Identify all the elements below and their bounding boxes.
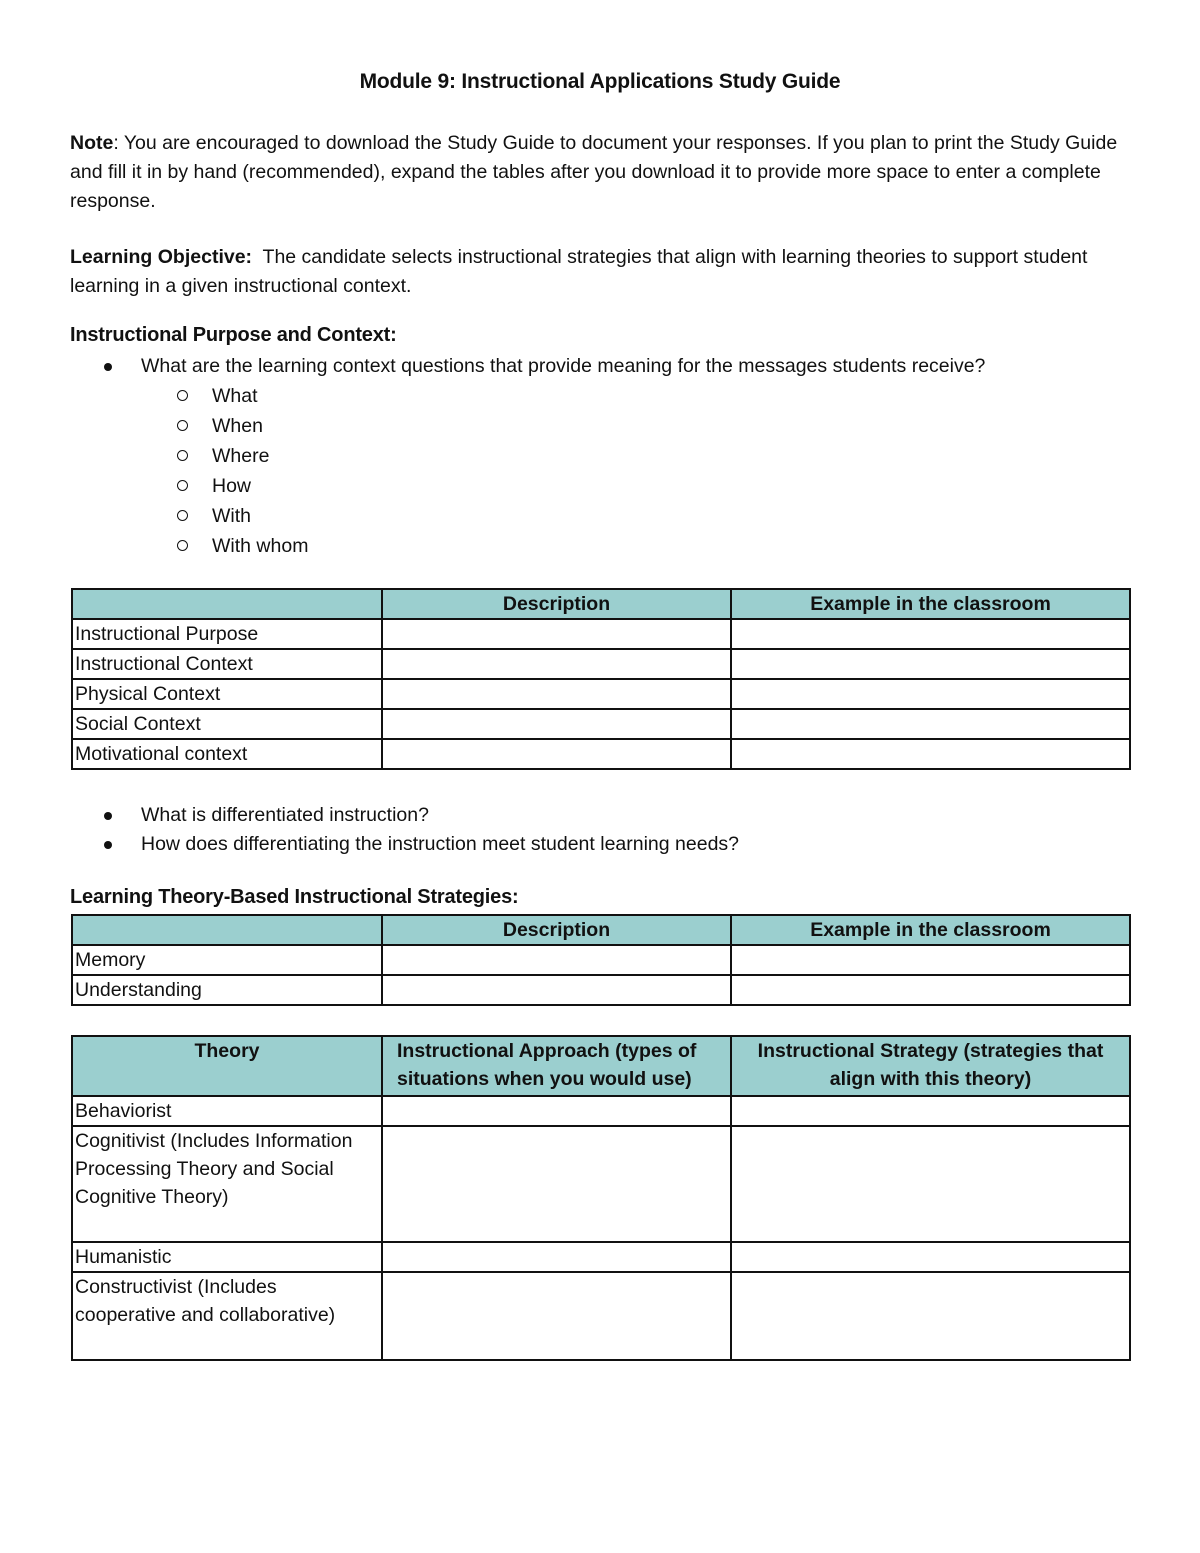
- context-question-list: [70, 352, 1130, 561]
- example-cell[interactable]: [731, 945, 1130, 975]
- row-label: Memory: [72, 945, 382, 975]
- circle-bullet-icon: [177, 450, 188, 461]
- sub-item-label: When: [212, 415, 263, 437]
- question-text: How does differentiating the instruction meet student learning needs?: [141, 833, 740, 855]
- example-cell[interactable]: [731, 649, 1130, 679]
- theory-table: [71, 1035, 1131, 1361]
- table-header-cell: Example in the classroom: [731, 915, 1130, 945]
- list-item: [70, 352, 1130, 561]
- list-item: [141, 441, 1130, 471]
- table-header-cell: Instructional Strategy (strategies that align with this theory): [731, 1036, 1130, 1096]
- sub-item-label: With whom: [212, 535, 309, 557]
- table-header-row: [72, 589, 1130, 619]
- question-text: What is differentiated instruction?: [141, 804, 429, 826]
- circle-bullet-icon: [177, 420, 188, 431]
- table-row: [72, 1272, 1130, 1360]
- row-label: Motivational context: [72, 739, 382, 769]
- table-row: [72, 679, 1130, 709]
- table-header-cell: Example in the classroom: [731, 589, 1130, 619]
- bullet-icon: [104, 841, 112, 849]
- example-cell[interactable]: [731, 709, 1130, 739]
- row-label: Cognitivist (Includes Information Processing Theory and Social Cognitive Theory): [72, 1126, 382, 1242]
- row-label: Instructional Context: [72, 649, 382, 679]
- strategy-cell[interactable]: [731, 1096, 1130, 1126]
- row-label: Humanistic: [72, 1242, 382, 1272]
- strategy-cell[interactable]: [731, 1242, 1130, 1272]
- bullet-icon: [104, 363, 112, 371]
- description-cell[interactable]: [382, 709, 731, 739]
- strategy-cell[interactable]: [731, 1272, 1130, 1360]
- sub-item-label: With: [212, 505, 251, 527]
- table-header-row: [72, 915, 1130, 945]
- table-header-cell: [72, 589, 382, 619]
- note-text: : You are encouraged to download the Study Guide to document your responses. If you plan to print the Study Guide and fill it in by hand (recommended), expand the tables after you download it to provide more space to enter a complete response.: [70, 132, 1118, 212]
- list-item: [141, 411, 1130, 441]
- description-cell[interactable]: [382, 739, 731, 769]
- description-cell[interactable]: [382, 679, 731, 709]
- note-paragraph: [70, 129, 1135, 216]
- strategies-table: [71, 914, 1131, 1006]
- table-header-cell: Theory: [72, 1036, 382, 1096]
- table-row: [72, 945, 1130, 975]
- objective-label: Learning Objective:: [70, 246, 253, 268]
- example-cell[interactable]: [731, 739, 1130, 769]
- context-table: [71, 588, 1131, 770]
- approach-cell[interactable]: [382, 1242, 731, 1272]
- circle-bullet-icon: [177, 390, 188, 401]
- table-row: [72, 739, 1130, 769]
- table-row: [72, 1242, 1130, 1272]
- sub-item-label: Where: [212, 445, 270, 467]
- row-label: Understanding: [72, 975, 382, 1005]
- example-cell[interactable]: [731, 679, 1130, 709]
- list-item: [141, 531, 1130, 561]
- page-title: Module 9: Instructional Applications Study Guide: [359, 70, 841, 93]
- approach-cell[interactable]: [382, 1096, 731, 1126]
- list-item: [141, 471, 1130, 501]
- differentiation-question-list: [70, 801, 1130, 859]
- example-cell[interactable]: [731, 975, 1130, 1005]
- table-header-cell: Instructional Approach (types of situations when you would use): [382, 1036, 731, 1096]
- circle-bullet-icon: [177, 540, 188, 551]
- row-label: Social Context: [72, 709, 382, 739]
- description-cell[interactable]: [382, 619, 731, 649]
- sub-item-label: How: [212, 475, 252, 497]
- list-item: [70, 801, 1130, 830]
- list-item: [70, 830, 1130, 859]
- table-row: [72, 1096, 1130, 1126]
- row-label: Constructivist (Includes cooperative and collaborative): [72, 1272, 382, 1360]
- table-header-cell: Description: [382, 589, 731, 619]
- strategy-cell[interactable]: [731, 1126, 1130, 1242]
- sub-item-label: What: [212, 385, 258, 407]
- circle-bullet-icon: [177, 510, 188, 521]
- table-header-row: [72, 1036, 1130, 1096]
- table-header-cell: Description: [382, 915, 731, 945]
- table-row: [72, 1126, 1130, 1242]
- list-item: [141, 381, 1130, 411]
- bullet-icon: [104, 812, 112, 820]
- note-label: Note: [70, 132, 114, 154]
- table-row: [72, 975, 1130, 1005]
- description-cell[interactable]: [382, 649, 731, 679]
- section-heading-purpose-context: Instructional Purpose and Context:: [70, 324, 397, 346]
- row-label: Instructional Purpose: [72, 619, 382, 649]
- table-row: [72, 709, 1130, 739]
- table-row: [72, 649, 1130, 679]
- objective-paragraph: [70, 243, 1135, 301]
- circle-bullet-icon: [177, 480, 188, 491]
- table-header-cell: [72, 915, 382, 945]
- list-item: [141, 501, 1130, 531]
- context-sub-list: [141, 381, 1130, 561]
- row-label: Physical Context: [72, 679, 382, 709]
- objective-text: The candidate selects instructional strategies that align with learning theories to support student learning in a given instructional context.: [70, 246, 1093, 297]
- approach-cell[interactable]: [382, 1272, 731, 1360]
- context-question: What are the learning context questions that provide meaning for the messages students receive?: [141, 355, 986, 377]
- section-heading-strategies: Learning Theory-Based Instructional Strategies:: [70, 886, 519, 908]
- table-row: [72, 619, 1130, 649]
- description-cell[interactable]: [382, 975, 731, 1005]
- example-cell[interactable]: [731, 619, 1130, 649]
- description-cell[interactable]: [382, 945, 731, 975]
- approach-cell[interactable]: [382, 1126, 731, 1242]
- row-label: Behaviorist: [72, 1096, 382, 1126]
